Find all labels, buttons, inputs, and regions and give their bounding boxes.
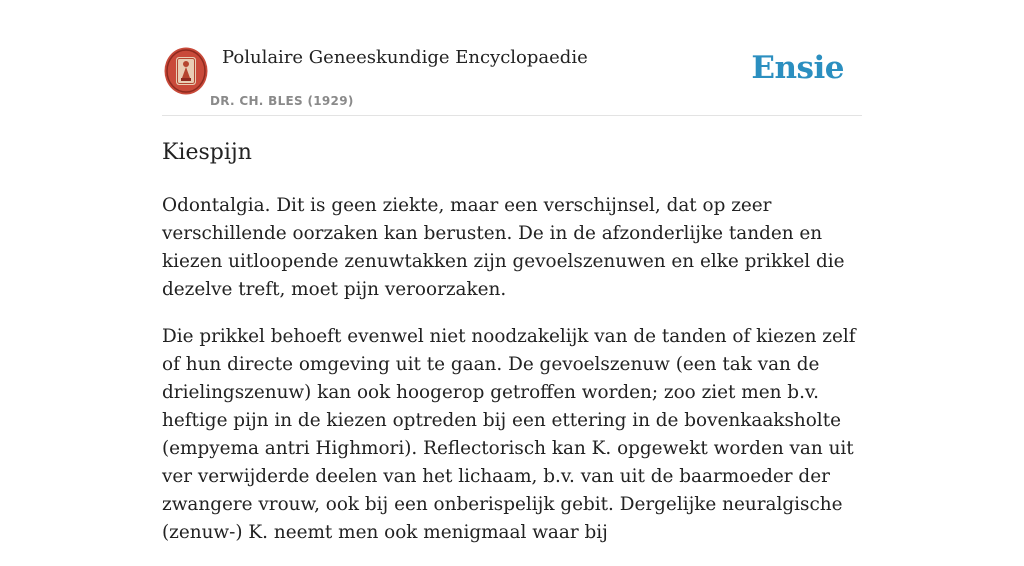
site-header: [162, 38, 862, 116]
book-title[interactable]: Polulaire Geneeskundige Encyclopaedie: [222, 47, 588, 68]
article-paragraph: Die prikkel behoeft evenwel niet noodzakelijk van de tanden of kiezen zelf of hun directe omgeving uit te gaan. De gevoelszenuw (een tak van de drielingszenuw) kan ook hoogerop getroffen worden; zoo ziet men b.v. heftige pijn in de kiezen optreden bij een ettering in de bovenkaaksholte (empyema antri Highmori). Reflectorisch kan K. opgewekt worden van uit ver verwijderde deelen van het lichaam, b.v. van uit de baarmoeder der zwangere vrouw, ook bij een onberispelijk gebit. Dergelijke neuralgische (zenuw-) K. neemt men ook menigmaal waar bij: [162, 326, 856, 543]
book-cover-icon[interactable]: [164, 47, 208, 95]
ensie-logo[interactable]: Ensie: [751, 50, 844, 86]
book-author: DR. CH. BLES (1929): [210, 94, 354, 108]
article-body: [162, 192, 862, 566]
article-paragraph: Odontalgia. Dit is geen ziekte, maar een verschijnsel, dat op zeer verschillende oorzaken kan berusten. De in de afzonderlijke tanden en kiezen uitloopende zenuwtakken zijn gevoelszenuwen en elke prikkel die dezelve treft, moet pijn veroorzaken.: [162, 195, 845, 300]
article-title: Kiespijn: [162, 140, 252, 165]
